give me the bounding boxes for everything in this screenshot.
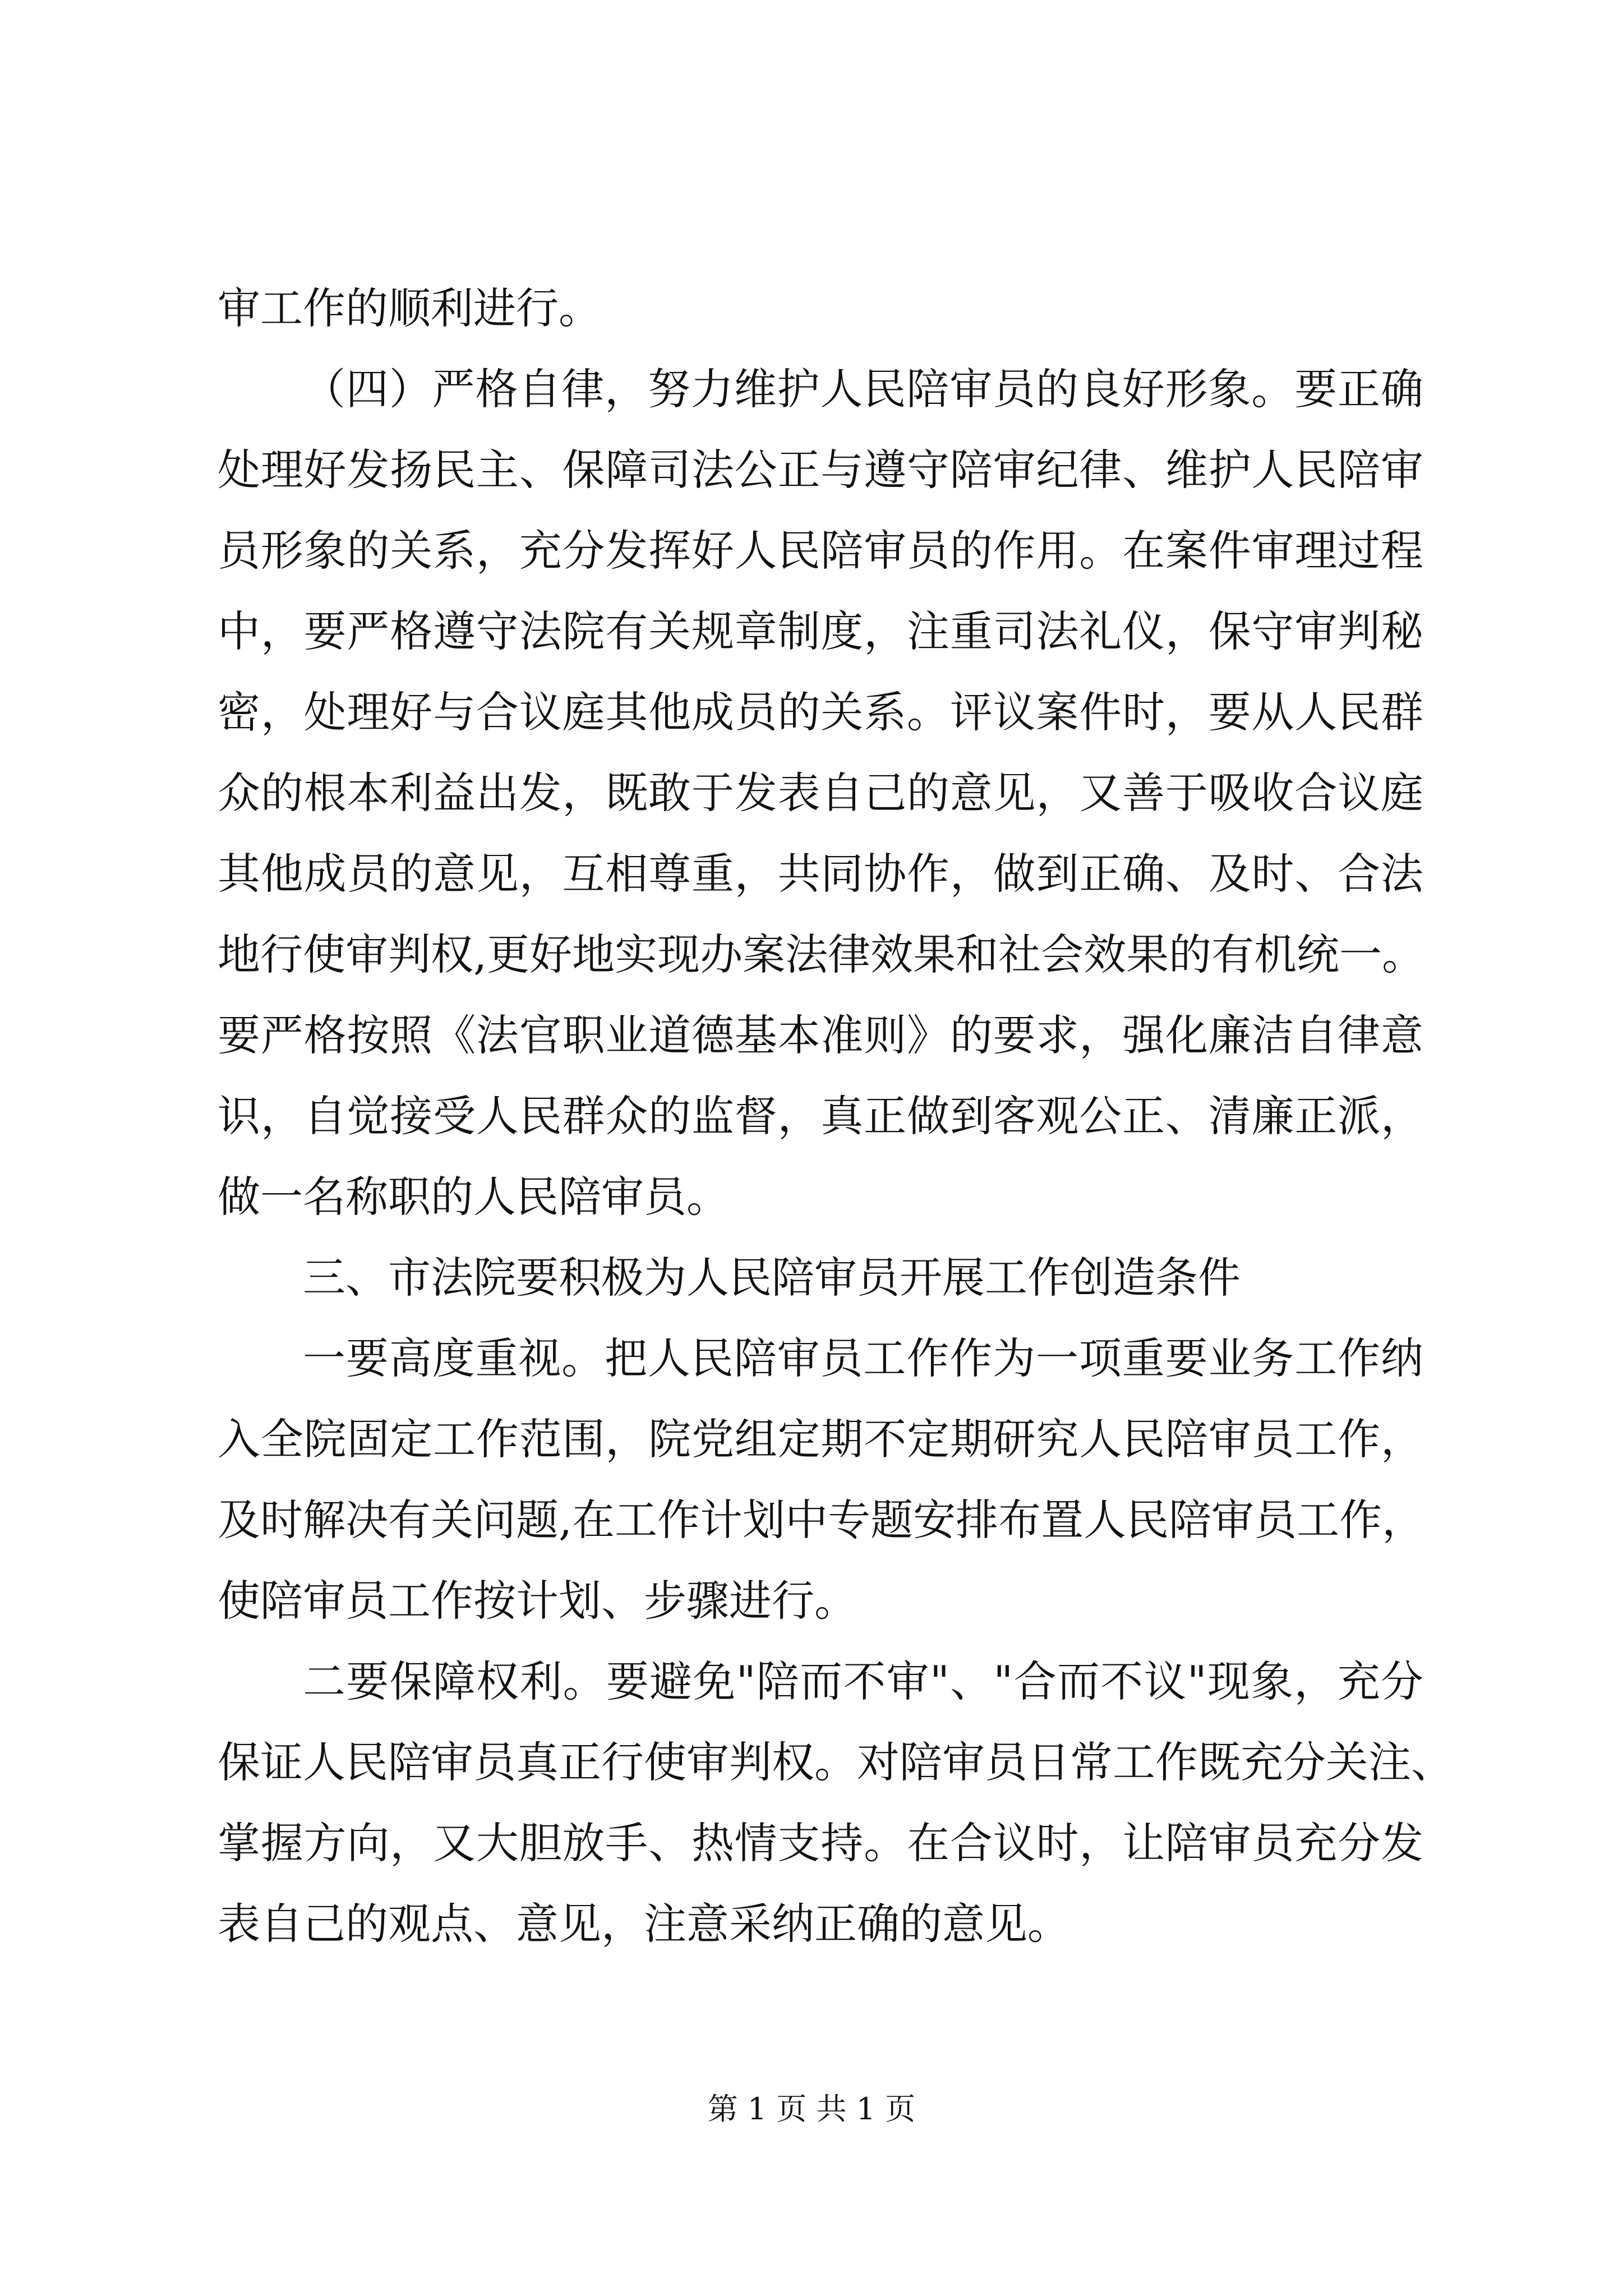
page-number-footer: 第 1 页 共 1 页: [707, 2091, 916, 2127]
text-line: 使陪审员工作按计划、步骤进行。: [218, 1576, 857, 1626]
section-heading: 三、市法院要积极为人民陪审员开展工作创造条件: [303, 1253, 1241, 1303]
text-line: 要严格按照《法官职业道德基本准则》的要求，强化廉洁自律意: [218, 1010, 1423, 1060]
text-line: （四）严格自律，努力维护人民陪审员的良好形象。要正确: [303, 364, 1423, 414]
text-line: 二要保障权利。要避免"陪而不审"、"合而不议"现象，充分: [303, 1657, 1423, 1706]
text-line: 众的根本利益出发，既敢于发表自己的意见，又善于吸收合议庭: [218, 768, 1423, 818]
text-line: 一要高度重视。把人民陪审员工作作为一项重要业务工作纳: [303, 1333, 1423, 1383]
text-line: 入全院固定工作范围，院党组定期不定期研究人民陪审员工作，: [218, 1414, 1423, 1464]
text-line: 识，自觉接受人民群众的监督，真正做到客观公正、清廉正派，: [218, 1091, 1423, 1141]
document-body: [218, 268, 1454, 1964]
text-line: 做一名称职的人民陪审员。: [218, 1172, 729, 1222]
text-line: 及时解决有关问题,在工作计划中专题安排布置人民陪审员工作，: [218, 1495, 1425, 1545]
text-line: 审工作的顺利进行。: [218, 283, 601, 333]
text-line: 员形象的关系，充分发挥好人民陪审员的作用。在案件审理过程: [218, 526, 1423, 576]
text-line: 处理好发扬民主、保障司法公正与遵守陪审纪律、维护人民陪审: [218, 445, 1423, 495]
text-line: 掌握方向，又大胆放手、热情支持。在合议时，让陪审员充分发: [218, 1818, 1423, 1868]
text-line: 中，要严格遵守法院有关规章制度，注重司法礼仪，保守审判秘: [218, 606, 1423, 656]
text-line: 其他成员的意见，互相尊重，共同协作，做到正确、及时、合法: [218, 849, 1423, 899]
text-line: 表自己的观点、意见，注意采纳正确的意见。: [218, 1899, 1070, 1949]
text-line: 保证人民陪审员真正行使审判权。对陪审员日常工作既充分关注、: [218, 1737, 1454, 1787]
text-line: 地行使审判权,更好地实现办案法律效果和社会效果的有机统一。: [218, 930, 1425, 979]
text-line: 密，处理好与合议庭其他成员的关系。评议案件时，要从人民群: [218, 687, 1423, 737]
